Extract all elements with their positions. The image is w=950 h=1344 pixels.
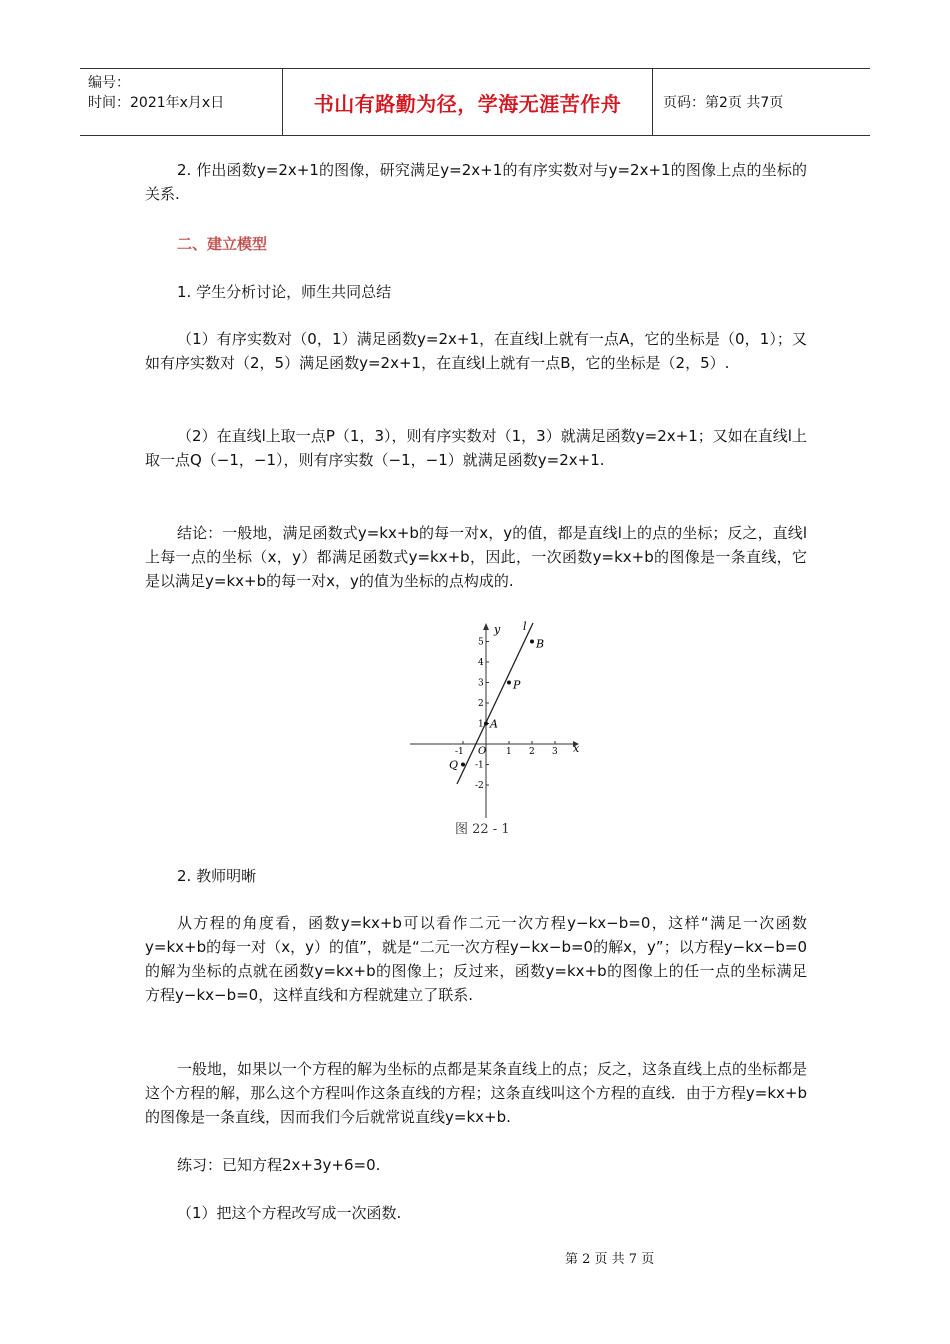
paragraph-3: （1）有序实数对（0，1）满足函数y=2x+1，在直线l上就有一点A，它的坐标是（0，1）；又如有序实数对（2，5）满足函数y=2x+1，在直线l上就有一点B，它的坐标是（2，5）.: [145, 330, 807, 372]
paragraph-5-block: [145, 521, 807, 593]
conclusion-paragraph: 结论：一般地，满足函数式y=kx+b的每一对x，y的值，都是直线l上的点的坐标；反之，直线l上每一点的坐标（x，y）都满足函数式y=kx+b，因此，一次函数y=kx+b的图像是一条直线，它是以满足y=kx+b的每一对x，y的值为坐标的点构成的.: [145, 524, 807, 590]
header-motto-cell: [283, 69, 653, 135]
paragraph-6: 2. 教师明晰: [177, 867, 257, 885]
line-graph-figure: [405, 618, 580, 838]
figure-caption: 图 22 - 1: [455, 822, 510, 837]
exercise-part-1: （1）把这个方程改写成一次函数.: [177, 1204, 402, 1222]
point-a-label: A: [490, 717, 498, 731]
paragraph-4: （2）在直线l上取一点P（1，3），则有序实数对（1，3）就满足函数y=2x+1；又如在直线l上取一点Q（−1，−1），则有序实数（−1，−1）就满足函数y=2x+1.: [145, 427, 807, 469]
y-tick-label: -2: [475, 781, 484, 791]
paragraph-7-block: [145, 911, 807, 1007]
y-tick-label: 3: [478, 678, 484, 689]
paragraph-8: 一般地，如果以一个方程的解为坐标的点都是某条直线上的点；反之，这条直线上点的坐标都是这个方程的解，那么这个方程叫作这条直线的方程；这条直线叫这个方程的直线．由于方程y=kx+b的图像是一条直线，因而我们今后就常说直线y=kx+b.: [145, 1060, 808, 1126]
x-tick-label: 3: [552, 747, 558, 757]
point-a-marker: [484, 722, 488, 726]
exercise-prompt: 练习：已知方程2x+3y+6=0.: [177, 1156, 381, 1174]
y-tick-label: 1: [478, 719, 484, 730]
x-tick-label: 2: [529, 747, 535, 757]
x-tick-label: -1: [455, 747, 464, 757]
y-tick-label: 4: [478, 658, 484, 668]
point-b-label: B: [536, 637, 545, 651]
exercise-part-1-block: [145, 1201, 807, 1225]
paragraph-8-block: [145, 1057, 807, 1129]
header-table: [80, 68, 870, 136]
paragraph-2: 1. 学生分析讨论，师生共同总结: [177, 283, 392, 301]
point-q-label: Q: [449, 758, 459, 772]
origin-label: O: [478, 746, 487, 757]
y-axis-label: y: [494, 623, 501, 636]
paragraph-4-block: [145, 424, 807, 472]
paragraph-2-block: [145, 280, 807, 304]
page-info: 页码：第2页 共7页: [663, 95, 784, 111]
section-heading: 二、建立模型: [177, 235, 268, 253]
paragraph-3-block: [145, 327, 807, 375]
y-tick-label: 2: [478, 699, 484, 709]
line-l: [457, 623, 533, 784]
paragraph-1: 2. 作出函数y=2x+1的图像，研究满足y=2x+1的有序实数对与y=2x+1的图像上点的坐标的关系.: [145, 161, 807, 203]
point-q-marker: [461, 763, 465, 767]
header-meta-cell: [80, 69, 283, 135]
line-label: l: [523, 620, 527, 633]
exercise-block: [145, 1153, 807, 1177]
point-p-marker: [507, 681, 511, 685]
number-label: 编号：: [88, 75, 130, 91]
paragraph-1-block: [145, 158, 807, 206]
point-p-label: P: [513, 678, 521, 692]
point-b-marker: [530, 640, 534, 644]
section-heading-block: [145, 232, 807, 256]
paragraph-6-block: [145, 864, 807, 888]
y-tick-label: 5: [478, 637, 484, 648]
paragraph-7: 从方程的角度看，函数y=kx+b可以看作二元一次方程y−kx−b=0，这样“满足一次函数y=kx+b的每一对（x，y）的值”，就是“二元一次方程y−kx−b=0的解x，y”；以方程y−kx−b=0的解为坐标的点就在函数y=kx+b的图像上；反过来，函数y=kx+b的图像上的任一点的坐标满足方程y−kx−b=0，这样直线和方程就建立了联系.: [145, 914, 807, 1004]
header-page-cell: [653, 69, 870, 135]
x-axis-label: x: [573, 742, 580, 755]
time-label: 时间：2021年x月x日: [88, 95, 225, 111]
y-tick-label: -1: [475, 760, 484, 771]
page-footer: 第 2 页 共 7 页: [565, 1252, 655, 1267]
y-axis-arrow: [483, 623, 489, 630]
x-tick-label: 1: [506, 747, 512, 757]
motto-text: 书山有路勤为径，学海无涯苦作舟: [313, 91, 622, 116]
